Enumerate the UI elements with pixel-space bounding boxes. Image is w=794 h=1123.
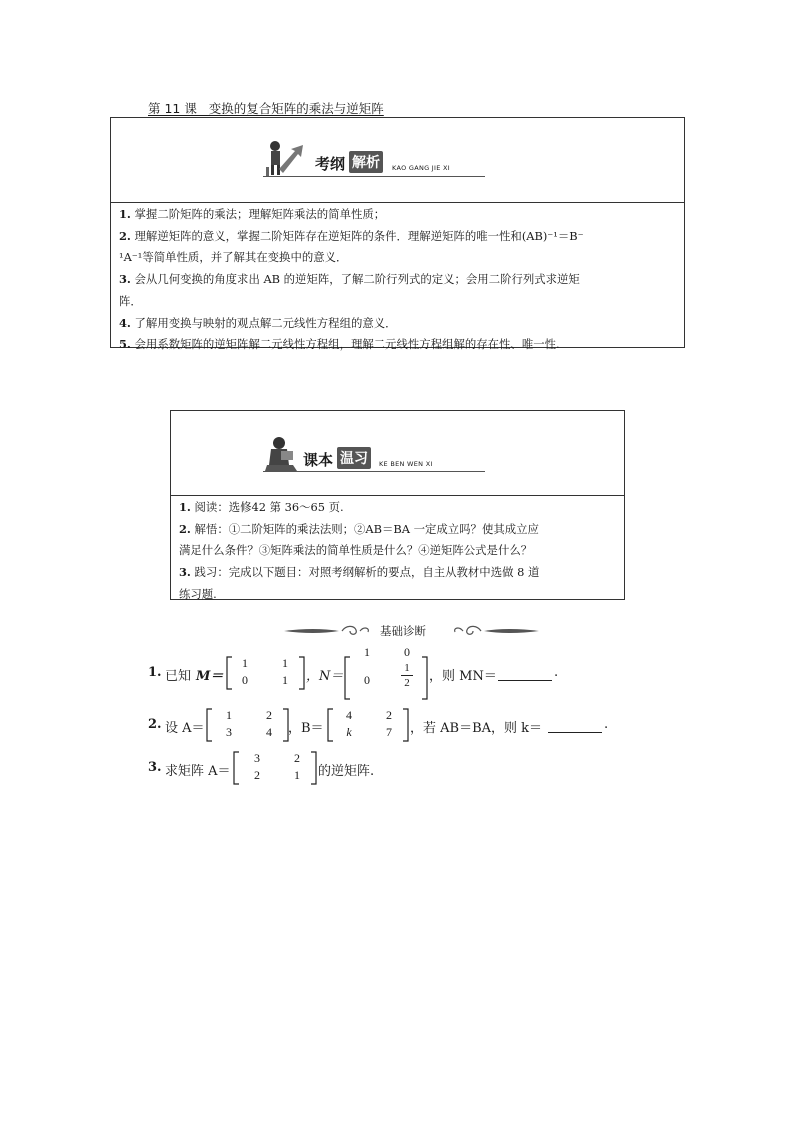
diagnosis-heading bbox=[284, 622, 539, 640]
matrix-cell: 2 bbox=[386, 708, 392, 722]
matrix-cell: 2 bbox=[266, 708, 272, 722]
matrix-bracket-left bbox=[343, 656, 351, 700]
question-tail: ，若 AB＝BA，则 k＝ bbox=[410, 721, 543, 736]
diagnosis-title: 基础诊断 bbox=[380, 624, 426, 638]
student-arrow-icon bbox=[263, 139, 311, 179]
matrix-bracket-right bbox=[421, 656, 429, 700]
matrix-fraction: 1 2 bbox=[400, 662, 414, 689]
matrix-cell: 3 bbox=[226, 725, 232, 739]
question-tail: ，则 MN＝ bbox=[429, 669, 497, 684]
matrix-cell: 2 bbox=[254, 768, 260, 782]
matrix-cell: 3 bbox=[254, 751, 260, 765]
kaogang-item: 1. 掌握二阶矩阵的乘法；理解矩阵乘法的简单性质； bbox=[119, 207, 386, 221]
kaogang-item: ¹A⁻¹等简单性质，并了解其在变换中的意义． bbox=[119, 250, 348, 265]
banner-rule bbox=[263, 176, 485, 177]
matrix-cell: 1 bbox=[364, 645, 370, 659]
matrix-cell: 1 bbox=[282, 656, 288, 670]
question-end: . bbox=[604, 717, 609, 732]
answer-blank[interactable] bbox=[498, 680, 552, 681]
lesson-title: 第 11 课 变换的复合矩阵的乘法与逆矩阵 bbox=[148, 101, 384, 116]
ornament-right-icon bbox=[449, 622, 539, 640]
question-text: 设 A＝ bbox=[165, 721, 205, 736]
question-text: 已知 bbox=[165, 669, 192, 684]
matrix-bracket-right bbox=[402, 708, 410, 742]
matrix-cell: 1 bbox=[282, 673, 288, 687]
kaogang-box bbox=[110, 117, 685, 352]
kewen-item: 3. 践习：完成以下题目：对照考纲解析的要点，自主从教材中选做 8 道 bbox=[179, 565, 540, 580]
kewen-banner bbox=[263, 435, 493, 475]
matrix-label-m: M＝ bbox=[196, 669, 224, 684]
kaogang-header bbox=[111, 118, 684, 203]
question-number: 1. bbox=[148, 665, 162, 680]
matrix-cell: 4 bbox=[266, 725, 272, 739]
kaogang-title-b: 解析 bbox=[349, 151, 383, 173]
matrix-label-n: ，N＝ bbox=[306, 669, 344, 684]
kewen-title-b: 温习 bbox=[337, 447, 371, 469]
matrix-label-b: ，B＝ bbox=[288, 721, 324, 736]
kewen-subtitle: KE BEN WEN XI bbox=[379, 460, 433, 468]
kewen-item: 练习题. bbox=[179, 586, 217, 601]
kaogang-subtitle: KAO GANG JIE XI bbox=[392, 164, 450, 172]
kewen-title-a: 课本 bbox=[303, 451, 334, 469]
matrix-cell: 1 bbox=[226, 708, 232, 722]
answer-blank[interactable] bbox=[548, 732, 602, 733]
kewen-item: 2. 解悟：①二阶矩阵的乘法法则；②AB＝BA 一定成立吗？使其成立应 bbox=[179, 521, 539, 536]
kewen-header bbox=[171, 411, 624, 496]
kewen-body bbox=[179, 497, 618, 606]
kaogang-item: 3. 会从几何变换的角度求出 AB 的逆矩阵，了解二阶行列式的定义；会用二阶行列式求逆矩 bbox=[119, 272, 580, 287]
kewen-item: 1. 阅读：选修42 第 36～65 页. bbox=[179, 500, 344, 514]
kaogang-body bbox=[119, 204, 678, 356]
matrix-cell: 1 bbox=[242, 656, 248, 670]
kewen-item: 满足什么条件？③矩阵乘法的简单性质是什么？④逆矩阵公式是什么？ bbox=[179, 543, 533, 558]
matrix-bracket-left bbox=[225, 656, 233, 690]
question-number: 2. bbox=[148, 717, 162, 732]
matrix-bracket-left bbox=[326, 708, 334, 742]
matrix-cell: k bbox=[346, 725, 352, 739]
banner-rule bbox=[263, 471, 485, 472]
kaogang-banner bbox=[263, 139, 493, 179]
matrix-bracket-left bbox=[205, 708, 213, 742]
question-tail: 的逆矩阵. bbox=[318, 764, 375, 779]
matrix-cell: 0 bbox=[364, 673, 370, 687]
matrix-bracket-right bbox=[310, 751, 318, 785]
matrix-cell: 0 bbox=[242, 673, 248, 687]
kaogang-item: 2. 理解逆矩阵的意义，掌握二阶矩阵存在逆矩阵的条件．理解逆矩阵的唯一性和(AB)⁻¹＝B⁻ bbox=[119, 228, 584, 243]
matrix-cell: 4 bbox=[346, 708, 352, 722]
matrix-cell: 7 bbox=[386, 725, 392, 739]
matrix-bracket-right bbox=[298, 656, 306, 690]
matrix-cell: 0 bbox=[404, 645, 410, 659]
reading-student-icon bbox=[263, 435, 307, 475]
question-end: . bbox=[554, 665, 559, 680]
question-text: 求矩阵 A＝ bbox=[165, 764, 231, 779]
kewen-box bbox=[170, 410, 625, 600]
ornament-left-icon bbox=[284, 622, 374, 640]
matrix-bracket-left bbox=[232, 751, 240, 785]
matrix-cell: 2 bbox=[294, 751, 300, 765]
kaogang-item: 4. 了解用变换与映射的观点解二元线性方程组的意义． bbox=[119, 315, 397, 330]
kaogang-item: 阵． bbox=[119, 293, 142, 308]
kaogang-title-a: 考纲 bbox=[315, 155, 346, 173]
question-number: 3. bbox=[148, 760, 162, 775]
kaogang-item: 5. 会用系数矩阵的逆矩阵解二元线性方程组，理解二元线性方程组解的存在性、唯一性. bbox=[119, 337, 560, 352]
matrix-cell: 1 bbox=[294, 768, 300, 782]
